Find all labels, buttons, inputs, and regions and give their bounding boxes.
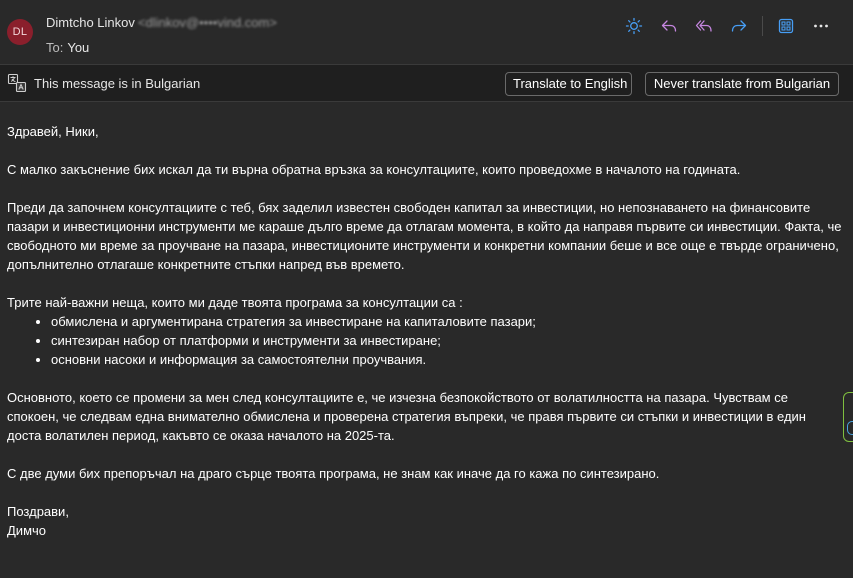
more-actions-button[interactable] <box>809 14 833 38</box>
reply-button[interactable] <box>657 14 681 38</box>
apps-icon <box>777 17 795 35</box>
message-header <box>0 0 853 64</box>
list-item: • синтезиран набор от платформи и инструменти за инвестиране; <box>51 331 842 350</box>
recipient-name[interactable]: You <box>67 40 90 55</box>
translation-bar <box>0 64 853 102</box>
forward-icon <box>730 17 748 35</box>
toolbar-separator <box>762 16 763 36</box>
body-paragraph: С две думи бих препоръчал на драго сърце твоята програма, не знам как иначе да го кажа по синтезирано. <box>7 466 660 481</box>
translation-message: This message is in Bulgarian <box>34 76 201 91</box>
closing: Поздрави, <box>7 504 69 519</box>
never-translate-button[interactable]: Never translate from Bulgarian <box>645 72 839 96</box>
greeting: Здравей, Ники, <box>7 124 99 139</box>
reply-all-icon <box>695 17 713 35</box>
sender-name[interactable]: Dimtcho Linkov <box>46 15 135 30</box>
reply-all-button[interactable] <box>692 14 716 38</box>
message-body <box>7 122 842 540</box>
list-item: • основни насоки и информация за самостоятелни проучвания. <box>51 350 842 369</box>
forward-button[interactable] <box>727 14 751 38</box>
benefits-list <box>7 312 842 369</box>
translate-to-english-button[interactable]: Translate to English <box>505 72 632 96</box>
theme-toggle-button[interactable] <box>622 14 646 38</box>
side-panel-handle[interactable] <box>843 392 853 442</box>
message-toolbar <box>611 14 833 38</box>
theme-sun-icon <box>625 17 643 35</box>
list-intro: Трите най-важни неща, които ми даде твоята програма за консултации са : <box>7 295 463 310</box>
body-paragraph: С малко закъснение бих искал да ти върна обратна връзка за консултациите, които проведохме в началото на годината. <box>7 162 741 177</box>
to-line <box>46 40 89 55</box>
from-line <box>46 15 277 30</box>
reply-icon <box>660 17 678 35</box>
apps-button[interactable] <box>774 14 798 38</box>
more-icon <box>812 17 830 35</box>
body-paragraph: Основното, което се промени за мен след консултациите е, че изчезна безпокойството от волатилността на пазара. Чувствам се спокоен, че следвам една внимателно обмислена и проверена стратегия въпреки, че правя първите си стъпки и инвестиции в един доста волатилен период, какъвто се оказа началото на 2025-та. <box>7 390 806 443</box>
translate-icon <box>7 73 27 93</box>
sender-email[interactable]: <dlinkov@••••vind.com> <box>137 15 277 30</box>
to-label: To: <box>46 40 64 55</box>
body-paragraph: Преди да започнем консултациите с теб, бях заделил известен свободен капитал за инвестиции, но непознаването на финансовите пазари и инвестиционни инструменти ме караше дълго време да отлагам момента, в който да направя първите си инвестиции. Факта, че свободното ми време за проучване на пазара, инвестиционите инструменти и конкретни компании беше и все още е твърде ограничено, допълнително отлагаше конкретните стъпки напред във времето. <box>7 200 842 272</box>
signature: Димчо <box>7 523 47 538</box>
side-panel-handle-icon <box>847 421 853 435</box>
sender-avatar[interactable]: DL <box>7 19 33 45</box>
list-item: • обмислена и аргументирана стратегия за инвестиране на капиталовите пазари; <box>51 312 842 331</box>
